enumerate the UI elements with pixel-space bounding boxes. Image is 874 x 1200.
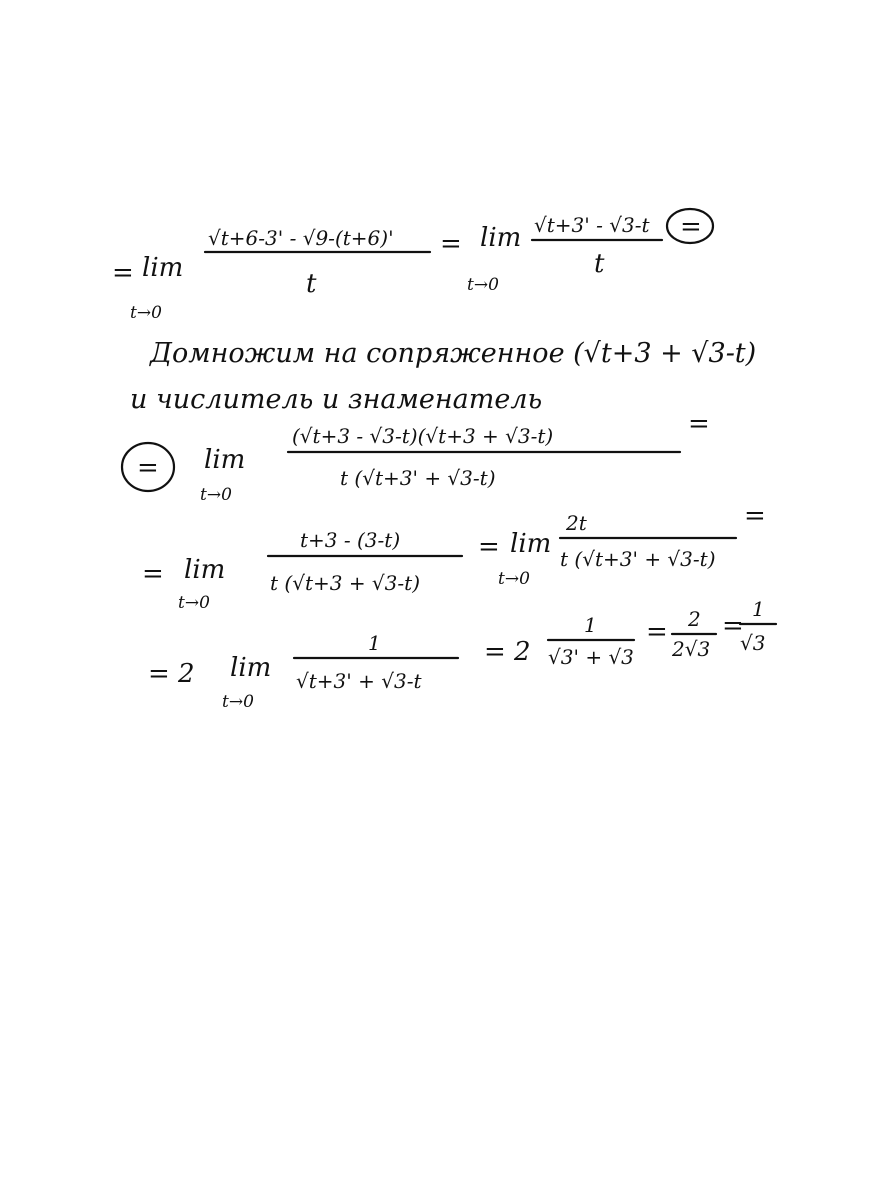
equals-two: = 2 — [148, 659, 195, 689]
fraction-denominator: √t+3' + √3-t — [296, 669, 422, 693]
lim-subscript: t→0 — [200, 485, 232, 505]
line-1 — [112, 209, 713, 323]
fraction-denominator: t (√t+3 + √3-t) — [270, 571, 420, 595]
equals-sign: = — [137, 453, 159, 483]
lim-label: lim — [204, 445, 246, 475]
equals-sign: = — [142, 559, 164, 589]
fraction-denominator: t — [594, 249, 605, 279]
equals-sign: = — [680, 212, 702, 242]
lim-subscript: t→0 — [222, 692, 254, 712]
line-2 — [122, 409, 710, 505]
fraction-numerator: 2 — [688, 607, 701, 631]
lim-label: lim — [510, 529, 552, 559]
equals-sign: = — [478, 532, 500, 562]
fraction-denominator: √3' + √3 — [548, 645, 634, 669]
equals-sign: = — [112, 258, 134, 288]
fraction-denominator: t (√t+3' + √3-t) — [340, 466, 496, 490]
equals-sign: = — [440, 229, 462, 259]
line-4 — [148, 597, 776, 712]
fraction-numerator: t+3 - (3-t) — [300, 528, 401, 552]
fraction-denominator: t (√t+3' + √3-t) — [560, 547, 716, 571]
lim-label: lim — [230, 653, 272, 683]
note-line-b: и числитель и знаменатель — [130, 384, 543, 415]
lim-label: lim — [184, 555, 226, 585]
fraction-denominator: t — [306, 269, 317, 299]
equals-two: = 2 — [484, 637, 531, 667]
fraction-numerator: 1 — [368, 631, 381, 655]
lim-subscript: t→0 — [130, 303, 162, 323]
equals-sign: = — [744, 501, 766, 531]
fraction-denominator: 2√3 — [672, 637, 711, 661]
lim-subscript: t→0 — [467, 275, 499, 295]
lim-label: lim — [142, 253, 184, 283]
equals-sign: = — [688, 409, 710, 439]
fraction-denominator: √3 — [740, 631, 766, 655]
note-text — [130, 338, 756, 415]
fraction-numerator: √t+6-3' - √9-(t+6)' — [208, 226, 394, 250]
lim-label: lim — [480, 223, 522, 253]
fraction-numerator: √t+3' - √3-t — [534, 213, 650, 237]
fraction-numerator: (√t+3 - √3-t)(√t+3 + √3-t) — [292, 424, 554, 448]
fraction-numerator: 1 — [584, 613, 597, 637]
equals-sign: = — [646, 617, 668, 647]
fraction-numerator: 2t — [566, 511, 587, 535]
line-3 — [142, 501, 766, 613]
lim-subscript: t→0 — [178, 593, 210, 613]
note-line-a: Домножим на сопряженное (√t+3 + √3-t) — [150, 338, 757, 369]
equals-sign: = — [722, 611, 744, 641]
fraction-numerator: 1 — [752, 597, 765, 621]
lim-subscript: t→0 — [498, 569, 530, 589]
